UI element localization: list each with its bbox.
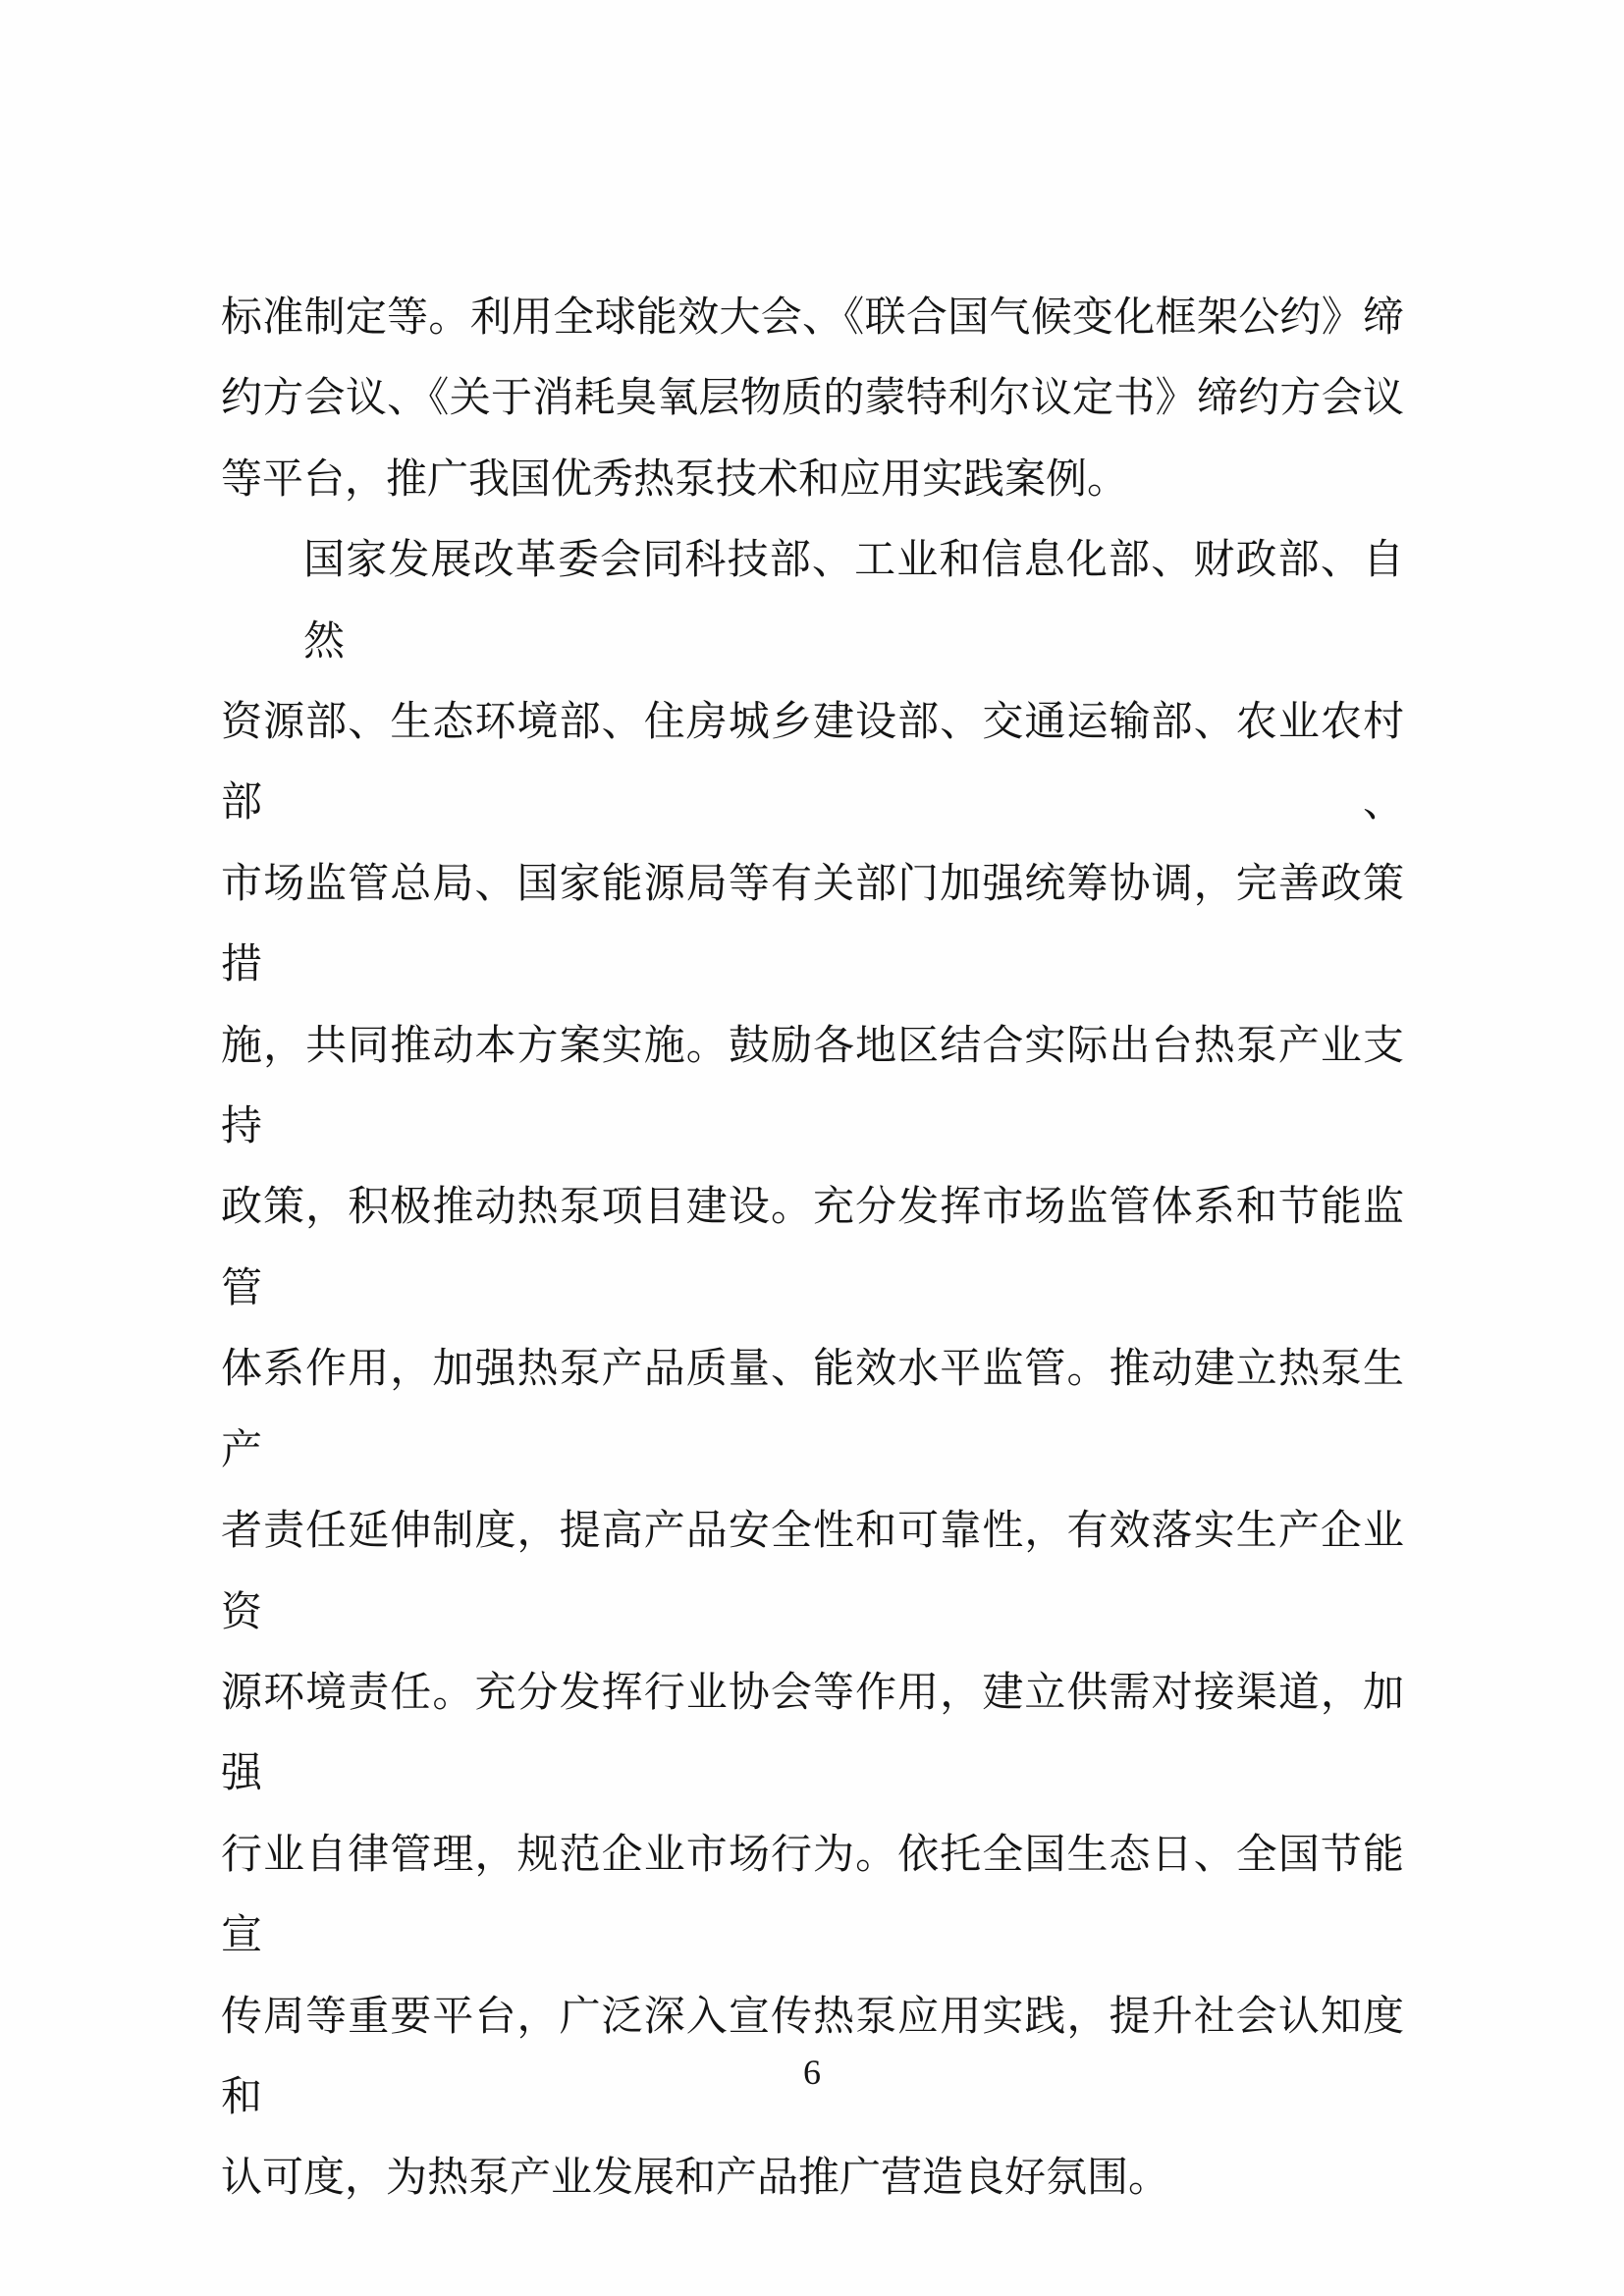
text-line: 体系作用，加强热泵产品质量、能效水平监管。推动建立热泵生产 [221, 1347, 1404, 1473]
text-line: 约方会议、《关于消耗臭氧层物质的蒙特利尔议定书》缔约方会议 [221, 376, 1404, 422]
text-line: 源环境责任。充分发挥行业协会等作用，建立供需对接渠道，加强 [221, 1670, 1404, 1797]
paragraph [221, 520, 1404, 2219]
document-body [221, 278, 1404, 2219]
text-line: 等平台，推广我国优秀热泵技术和应用实践案例。 [221, 456, 1129, 503]
text-line: 标准制定等。利用全球能效大会、《联合国气候变化框架公约》缔 [221, 295, 1404, 341]
paragraph [221, 278, 1404, 520]
text-line: 认可度，为热泵产业发展和产品推广营造良好氛围。 [221, 2156, 1170, 2202]
text-line: 资源部、生态环境部、住房城乡建设部、交通运输部、农业农村部、 [221, 700, 1404, 827]
text-line: 市场监管总局、国家能源局等有关部门加强统筹协调，完善政策措 [221, 861, 1404, 988]
text-line: 行业自律管理，规范企业市场行为。依托全国生态日、全国节能宣 [221, 1832, 1404, 1959]
page-number: 6 [803, 2053, 821, 2092]
text-line: 政策，积极推动热泵项目建设。充分发挥市场监管体系和节能监管 [221, 1185, 1404, 1311]
text-line: 传周等重要平台，广泛深入宣传热泵应用实践，提升社会认知度和 [221, 1994, 1404, 2120]
text-line: 国家发展改革委会同科技部、工业和信息化部、财政部、自然 [303, 538, 1404, 665]
text-line: 施，共同推动本方案实施。鼓励各地区结合实际出台热泵产业支持 [221, 1023, 1404, 1150]
text-line: 者责任延伸制度，提高产品安全性和可靠性，有效落实生产企业资 [221, 1509, 1404, 1635]
